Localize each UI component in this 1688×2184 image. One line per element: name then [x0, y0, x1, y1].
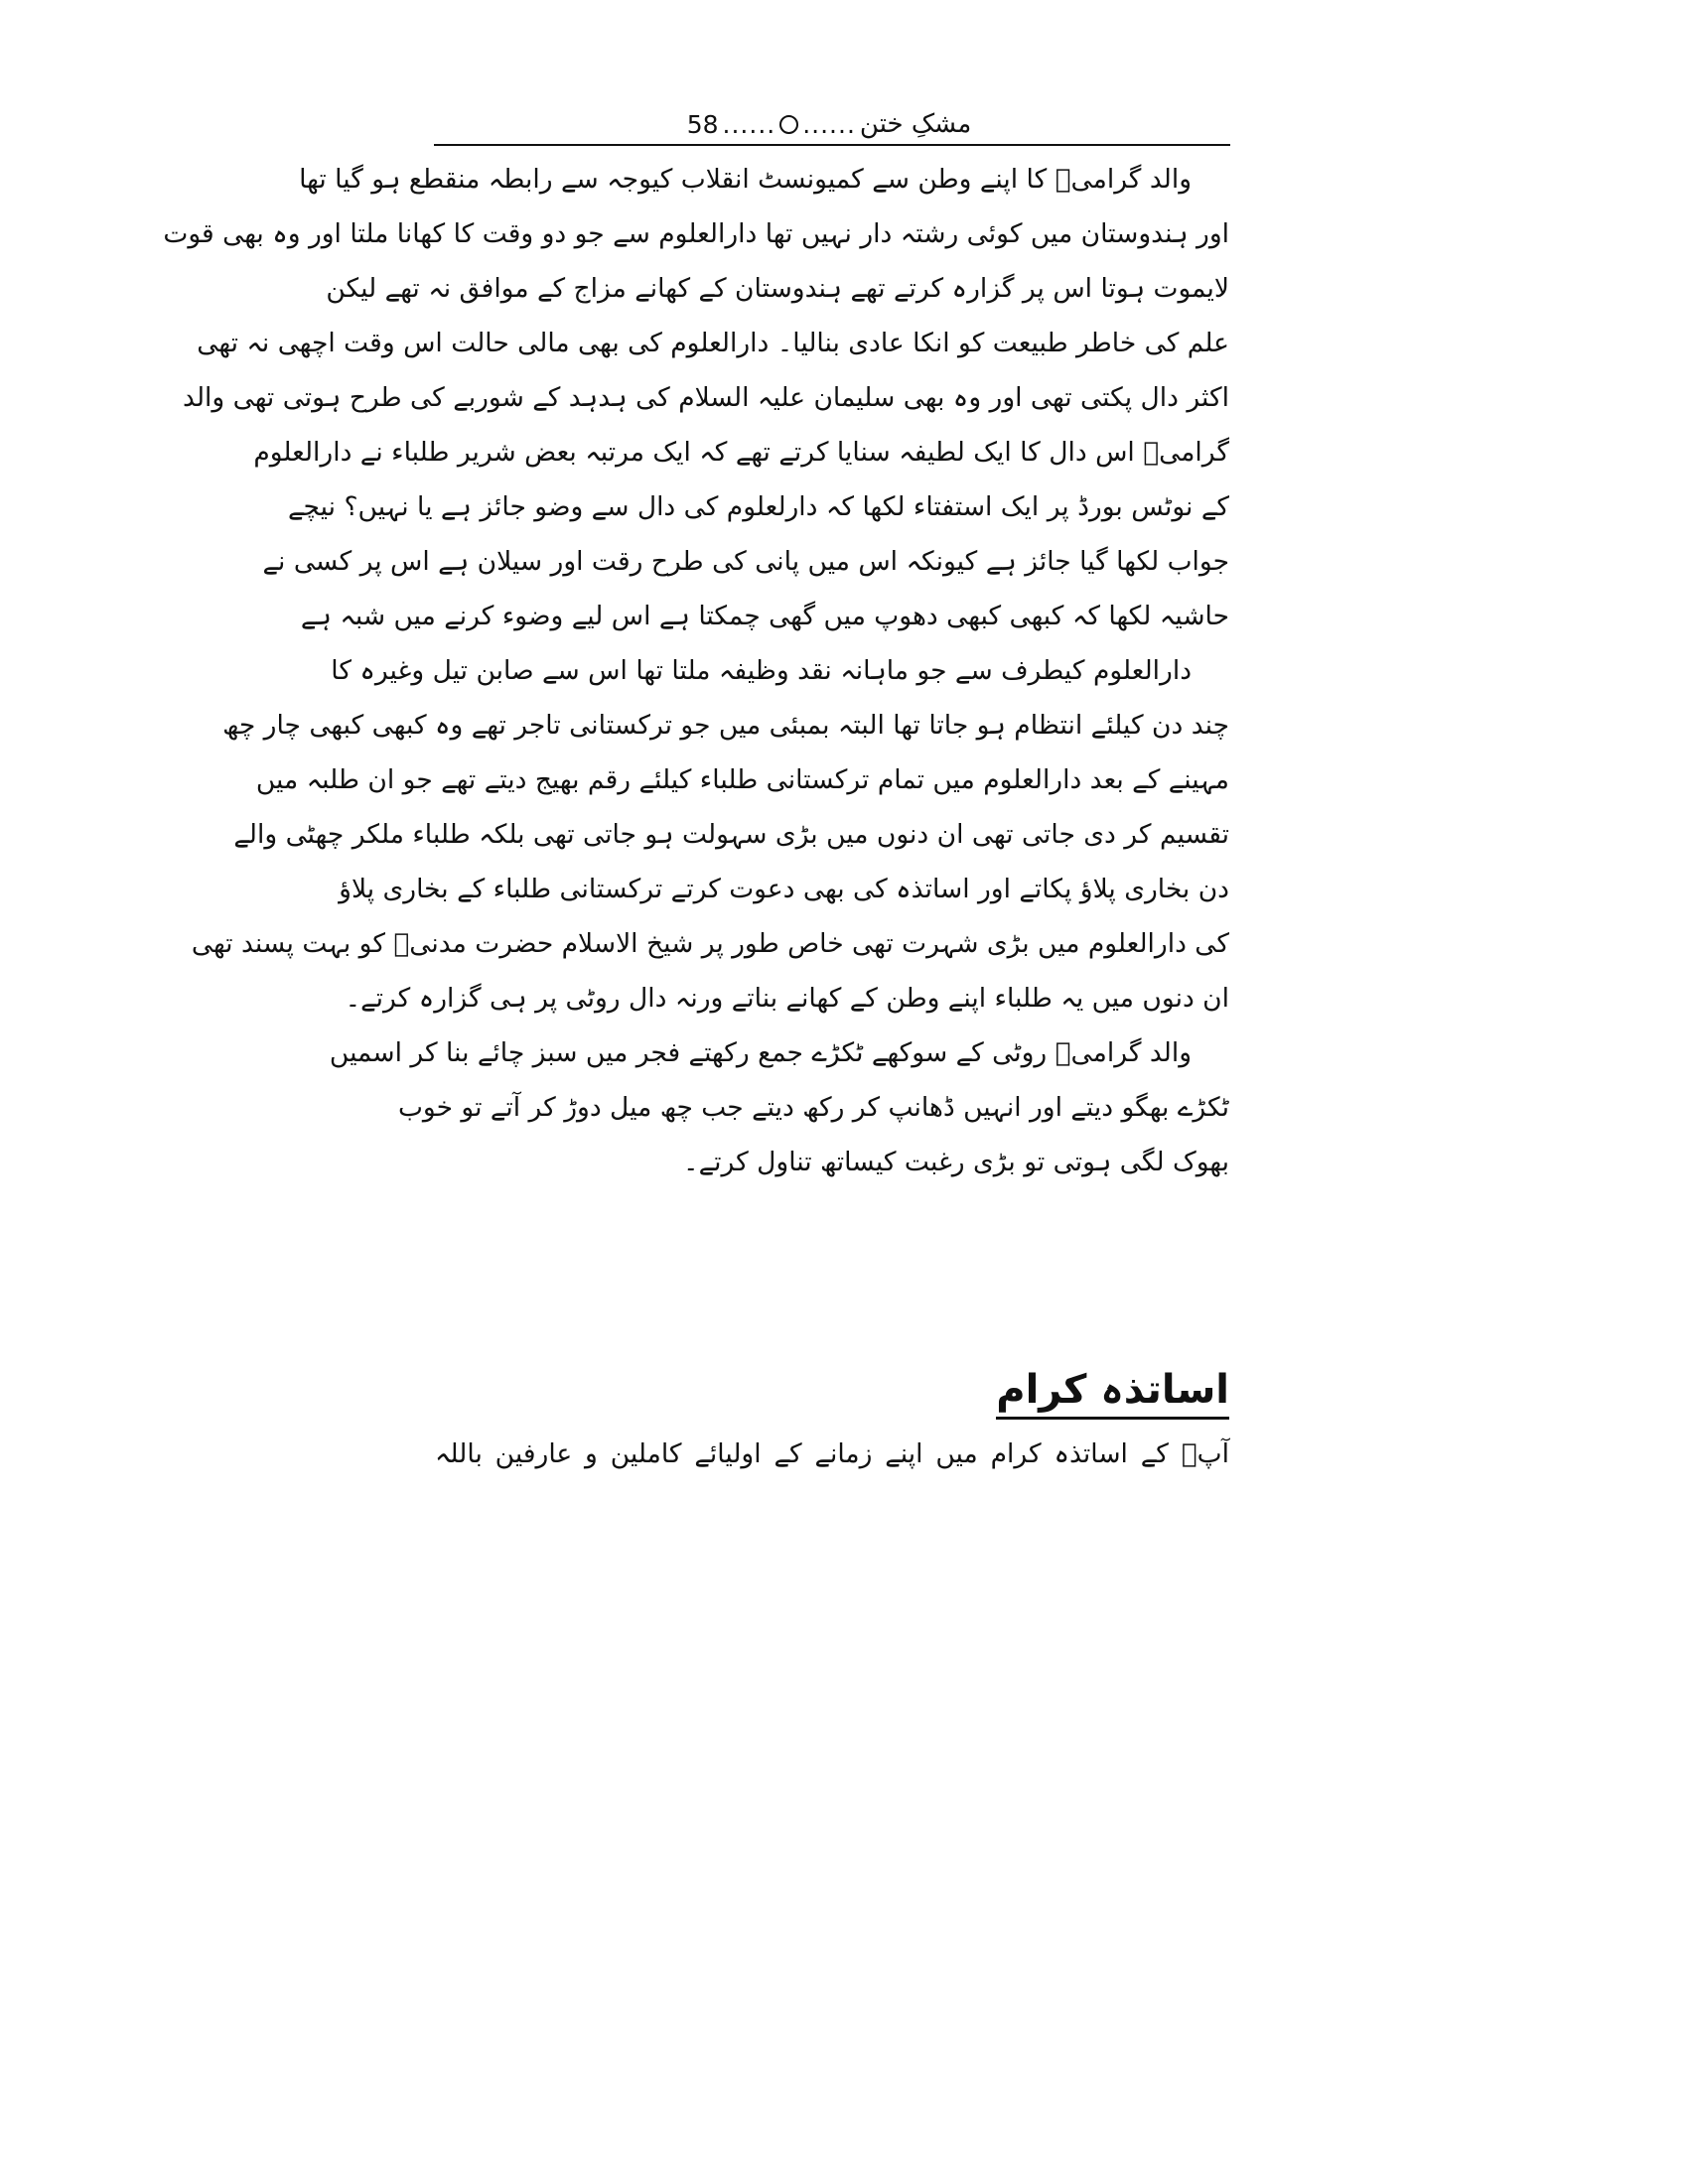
text-line: لایموت ہوتا اس پر گزارہ کرتے تھے ہندوستان کے کھانے مزاج کے موافق نہ تھے لیکن — [326, 273, 1229, 304]
book-title: مشکِ ختن — [859, 109, 972, 139]
text-line: کی دارالعلوم میں بڑی شہرت تھی خاص طور پر شیخ الاسلام حضرت مدنیؒ کو بہت پسند تھی — [191, 928, 1229, 959]
circle-ornament-icon — [779, 115, 798, 134]
text-line: گرامیؒ اس دال کا ایک لطیفہ سنایا کرتے تھے کہ ایک مرتبہ بعض شریر طلباء نے دارالعلوم — [253, 437, 1229, 468]
header-rule — [434, 144, 1230, 146]
body-text — [163, 152, 1229, 1189]
text-line: دارالعلوم کیطرف سے جو ماہانہ نقد وظیفہ ملتا تھا اس سے صابن تیل وغیرہ کا — [331, 655, 1192, 686]
text-line: اور ہندوستان میں کوئی رشتہ دار نہیں تھا دارالعلوم سے جو دو وقت کا کھانا ملتا اور وہ بھی قوت — [163, 218, 1229, 249]
text-line: حاشیہ لکھا کہ کبھی کبھی دھوپ میں گھی چمکتا ہے اس لیے وضوء کرنے میں شبہ ہے — [300, 601, 1229, 631]
text-line: والد گرامیؒ کا اپنے وطن سے کمیونسٹ انقلاب کیوجہ سے رابطہ منقطع ہو گیا تھا — [299, 164, 1192, 195]
text-line: علم کی خاطر طبیعت کو انکا عادی بنالیا۔ دارالعلوم کی بھی مالی حالت اس وقت اچھی نہ تھی — [197, 328, 1229, 358]
running-header — [427, 99, 1231, 149]
text-line: ٹکڑے بھگو دیتے اور انہیں ڈھانپ کر رکھ دیتے جب چھ میل دوڑ کر آتے تو خوب — [397, 1092, 1229, 1123]
text-line: اکثر دال پکتی تھی اور وہ بھی سلیمان علیہ السلام کی ہدہد کے شوربے کی طرح ہوتی تھی والد — [183, 382, 1229, 413]
text-line: جواب لکھا گیا جائز ہے کیونکہ اس میں پانی کی طرح رقت اور سیلان ہے اس پر کسی نے — [262, 546, 1229, 577]
section-heading — [774, 1363, 1229, 1420]
text-line: کے نوٹس بورڈ پر ایک استفتاء لکھا کہ دارلعلوم کی دال سے وضو جائز ہے یا نہیں؟ نیچے — [288, 491, 1229, 522]
text-line: والد گرامیؒ روٹی کے سوکھے ٹکڑے جمع رکھتے فجر میں سبز چائے بنا کر اسمیں — [329, 1037, 1192, 1068]
text-line: ان دنوں میں یہ طلباء اپنے وطن کے کھانے بناتے ورنہ دال روٹی پر ہی گزارہ کرتے۔ — [345, 983, 1229, 1014]
section-text-line: آپؒ کے اساتذہ کرام میں اپنے زمانے کے اولیائے کاملین و عارفین باللہ — [435, 1438, 1229, 1469]
text-line: بھوک لگی ہوتی تو بڑی رغبت کیساتھ تناول کرتے۔ — [683, 1147, 1229, 1177]
text-line: چند دن کیلئے انتظام ہو جاتا تھا البتہ بمبئی میں جو ترکستانی تاجر تھے وہ کبھی کبھی چار چھ — [222, 710, 1229, 741]
text-line: دن بخاری پلاؤ پکاتے اور اساتذہ کی بھی دعوت کرتے ترکستانی طلباء کے بخاری پلاؤ — [339, 874, 1229, 904]
section-heading-text: اساتذہ کرام — [996, 1363, 1229, 1420]
dot-leader-right: ...... — [802, 109, 856, 139]
dot-leader-left: ...... — [722, 109, 776, 139]
page-number: 58 — [686, 109, 719, 139]
text-line: مہینے کے بعد دارالعلوم میں تمام ترکستانی طلباء کیلئے رقم بھیج دیتے تھے جو ان طلبہ میں — [255, 764, 1229, 795]
text-line: تقسیم کر دی جاتی تھی ان دنوں میں بڑی سہولت ہو جاتی تھی بلکہ طلباء ملکر چھٹی والے — [233, 819, 1229, 850]
